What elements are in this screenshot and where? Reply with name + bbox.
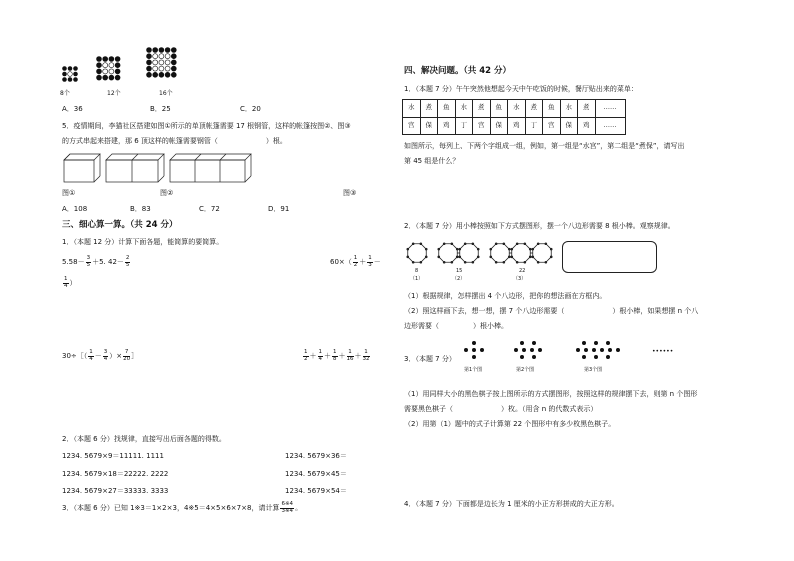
menu-cell: 丁	[455, 117, 473, 135]
octagon-joint	[511, 248, 513, 250]
octagon-joint	[407, 248, 409, 250]
q2-sub2-cont: 边形需要（ ）根小棒。	[404, 322, 508, 330]
black-dot	[165, 72, 170, 77]
black-dot	[165, 48, 170, 53]
octagon-joint	[425, 248, 427, 250]
black-dot	[147, 60, 152, 65]
menu-cell: ……	[595, 117, 625, 135]
octagon-joint	[550, 256, 552, 258]
black-dot	[97, 63, 102, 68]
octagon-joint	[412, 261, 414, 263]
drawing-answer-box[interactable]	[562, 241, 657, 273]
white-dot	[153, 66, 158, 71]
dots-more: ••••••	[652, 348, 674, 355]
dot-fig-label-3: 第3个图	[584, 367, 603, 373]
octagon-joint	[407, 256, 409, 258]
fig-label-1: 图①	[62, 189, 76, 197]
white-dot	[165, 60, 170, 65]
octagon-joint	[495, 243, 497, 245]
section4-title: 四、解决问题。（共 42 分）	[404, 66, 511, 76]
black-dot	[171, 66, 176, 71]
octagon-joint	[472, 243, 474, 245]
octagon-joint	[459, 248, 461, 250]
black-dot	[109, 57, 114, 62]
menu-cell: 鱼	[438, 100, 456, 118]
q3-sub1-cont: 需要黑色棋子（ ）枚。（用含 n 的代数式表示）	[404, 405, 598, 413]
menu-cell: 水	[455, 100, 473, 118]
octagon-joint	[503, 243, 505, 245]
octagon	[491, 244, 509, 262]
white-dot	[103, 69, 108, 74]
octagon-joint	[495, 261, 497, 263]
white-dot	[109, 69, 114, 74]
q3-sub2: （2）用第（1）题中的式子计算第 22 个图形中有多少枚黑色棋子。	[404, 420, 616, 428]
square-label-3: 16个	[159, 90, 173, 97]
octagon-joint	[532, 248, 534, 250]
menu-cell: 保	[490, 117, 508, 135]
q5-option-b: B．83	[130, 205, 151, 213]
q5-option-a: A．108	[62, 205, 88, 213]
q2-left-3: 1234. 5679×27＝33333. 3333	[62, 487, 169, 495]
octagon-joint	[516, 261, 518, 263]
white-dot	[153, 60, 158, 65]
octagon-joint	[537, 261, 539, 263]
expr4: $\frac{1}{2}$ ＋ $\frac{1}{4}$ ＋ $\frac{1}{8}$ ＋ $\frac{1}{16}$ ＋ $\frac{1}{32}$	[304, 349, 370, 362]
octagon	[460, 244, 478, 262]
octagon-joint	[537, 243, 539, 245]
octagon-joint	[516, 243, 518, 245]
octagon-joint	[508, 248, 510, 250]
octagon-joint	[420, 261, 422, 263]
q2-left-1: 1234. 5679×9＝11111. 1111	[62, 452, 164, 460]
octagon-joint	[529, 248, 531, 250]
q4-option-c: C．20	[240, 105, 261, 113]
calc-q1-text: 1．（本题 12 分）计算下面各题，能简算的要简算。	[62, 238, 224, 246]
expr2-wrap: $\frac{1}{4}$ ）	[64, 276, 77, 289]
octagon-joint	[477, 256, 479, 258]
octagon-joint	[545, 243, 547, 245]
octagon	[533, 244, 551, 262]
octagon-joint	[456, 256, 458, 258]
solve-q1-text: 1．（本题 7 分）午午突然他想起今天中午吃饭的时候，餐厅贴出来的菜单：	[404, 85, 638, 93]
menu-cell: 保	[420, 117, 438, 135]
menu-row-1	[403, 100, 626, 118]
dot-fig-label-2: 第2个图	[516, 367, 535, 373]
black-dot	[171, 48, 176, 53]
octagon-joint	[524, 243, 526, 245]
dot-pattern-figures	[458, 340, 648, 362]
fig-label-2: 图②	[160, 189, 174, 197]
menu-cell: 水	[560, 100, 578, 118]
octagon-joint	[459, 256, 461, 258]
dot-squares-figure	[58, 46, 188, 96]
q1-line2: 如图所示，每列上、下两个字组成一组，例如，第一组是“水宫”，第二组是“煮保”，请写出	[404, 142, 685, 150]
oct-idx-3: （3）	[513, 276, 527, 282]
menu-cell: 保	[560, 117, 578, 135]
black-dot	[115, 69, 120, 74]
black-dot	[147, 48, 152, 53]
octagon-joint	[503, 261, 505, 263]
octagon-joint	[490, 256, 492, 258]
q1-line3: 第 45 组是什么？	[404, 157, 460, 165]
black-dot	[115, 57, 120, 62]
solve-q3-num: 3．（本题 7 分）	[404, 355, 456, 363]
expr1: 5.58－ $\frac{3}{5}$ ＋5. 42－ $\frac{2}{5}$	[62, 255, 130, 268]
white-dot	[159, 60, 164, 65]
q2-right-3: 1234. 5679×54＝	[285, 487, 347, 495]
black-dot	[97, 57, 102, 62]
calc-q2-text: 2．（本题 6 分）找规律，直接写出后面各题的得数。	[62, 435, 226, 443]
octagon-joint	[532, 256, 534, 258]
black-dot	[147, 66, 152, 71]
q2-right-2: 1234. 5679×45＝	[285, 470, 347, 478]
black-dot	[109, 75, 114, 80]
q5-line1: 5．疫情期间，李猫社区搭建如图①所示的单顶帐篷需要 17 根钢管，这样的帐篷按图②、图③	[62, 122, 351, 130]
black-dot	[115, 75, 120, 80]
q2-sub1: （1）根据规律，怎样摆出 4 个八边形，把你的想法画在方框内。	[404, 292, 607, 300]
menu-cell: 煮	[420, 100, 438, 118]
tent-figures	[62, 152, 262, 186]
menu-cell: ……	[595, 100, 625, 118]
menu-table	[402, 99, 626, 135]
octagon-joint	[490, 248, 492, 250]
octagon	[439, 244, 457, 262]
oct-idx-2: （2）	[452, 276, 466, 282]
octagon-joint	[511, 256, 513, 258]
menu-cell: 宫	[403, 117, 421, 135]
oct-count-2: 15	[456, 268, 463, 274]
solve-q2-text: 2．（本题 7 分）用小棒按照如下方式摆图形，摆一个八边形需要 8 根小棒。观察规律。	[404, 222, 675, 230]
white-dot	[165, 66, 170, 71]
menu-cell: 水	[403, 100, 421, 118]
black-dot	[147, 54, 152, 59]
octagon-joint	[524, 261, 526, 263]
menu-row-2	[403, 117, 626, 135]
q2-sub2: （2）照这样画下去，想一想，摆 7 个八边形需要（ ）根小棒，如果想摆 n 个八	[404, 307, 699, 315]
expr3: 30÷［（ $\frac{1}{4}$ － $\frac{3}{4}$ ）× $\frac{7}{20}$ ］	[62, 349, 139, 362]
menu-cell: 煮	[578, 100, 596, 118]
white-dot	[159, 66, 164, 71]
white-dot	[159, 54, 164, 59]
octagon-joint	[443, 243, 445, 245]
menu-cell: 鱼	[543, 100, 561, 118]
oct-idx-1: （1）	[410, 276, 424, 282]
octagon-joint	[438, 248, 440, 250]
black-dot	[153, 48, 158, 53]
expr2: 60×（ $\frac{1}{2}$ ＋ $\frac{1}{3}$ －	[330, 255, 381, 268]
white-dot	[153, 54, 158, 59]
calc-q3: 3．（本题 6 分）已知 1※3＝1×2×3，4※5＝4×5×6×7×8，请计算 $\frac{6※4}{3※4}$ 。	[62, 501, 303, 514]
octagon	[512, 244, 530, 262]
octagon-joint	[472, 261, 474, 263]
menu-cell: 煮	[473, 100, 491, 118]
q2-right-1: 1234. 5679×36＝	[285, 452, 347, 460]
octagon-joint	[464, 261, 466, 263]
black-dot	[171, 60, 176, 65]
octagon-joint	[412, 243, 414, 245]
octagon-joint	[451, 243, 453, 245]
black-dot	[171, 72, 176, 77]
black-dot	[159, 72, 164, 77]
black-dot	[97, 69, 102, 74]
black-dot	[153, 72, 158, 77]
q4-option-b: B．25	[150, 105, 171, 113]
octagon-joint	[420, 243, 422, 245]
menu-cell: 丁	[525, 117, 543, 135]
octagon-joint	[456, 248, 458, 250]
white-dot	[165, 54, 170, 59]
octagon-joint	[438, 256, 440, 258]
octagon-joint	[545, 261, 547, 263]
menu-cell: 宫	[543, 117, 561, 135]
octagon-joint	[443, 261, 445, 263]
oct-count-1: 8	[415, 268, 419, 274]
q2-left-2: 1234. 5679×18＝22222. 2222	[62, 470, 169, 478]
octagon-joint	[464, 243, 466, 245]
menu-cell: 鸡	[438, 117, 456, 135]
menu-cell: 水	[508, 100, 526, 118]
section3-title: 三、细心算一算。（共 24 分）	[62, 220, 178, 230]
square-label-2: 12个	[107, 90, 121, 97]
dot-fig-label-1: 第1个图	[464, 367, 483, 373]
octagon	[408, 244, 426, 262]
black-dot	[147, 72, 152, 77]
q3-sub1: （1）用同样大小的黑色棋子按上图所示的方式摆图形，按照这样的规律摆下去，则第 n 个图形	[404, 390, 698, 398]
square-label-1: 8个	[60, 90, 70, 97]
octagon-joint	[451, 261, 453, 263]
menu-cell: 煮	[525, 100, 543, 118]
q5-option-c: C．72	[199, 205, 220, 213]
black-dot	[159, 48, 164, 53]
black-dot	[103, 57, 108, 62]
solve-q4-text: 4．（本题 7 分）下面都是边长为 1 厘米的小正方形拼成的大正方形。	[404, 500, 619, 508]
octagon-joint	[425, 256, 427, 258]
white-dot	[103, 63, 108, 68]
octagon-joint	[529, 256, 531, 258]
white-dot	[109, 63, 114, 68]
black-dot	[103, 75, 108, 80]
q5-line2: 的方式串起来搭建，那 6 顶这样的帐篷需要钢管（ ）根。	[62, 137, 287, 145]
menu-cell: 宫	[473, 117, 491, 135]
octagon-figures	[403, 238, 558, 270]
menu-cell: 鸡	[508, 117, 526, 135]
black-dot	[171, 54, 176, 59]
octagon-joint	[550, 248, 552, 250]
q5-option-d: D．91	[268, 205, 290, 213]
octagon-joint	[508, 256, 510, 258]
menu-cell: 鱼	[490, 100, 508, 118]
q4-option-a: A．36	[62, 105, 83, 113]
fig-label-3: 图③	[343, 189, 357, 197]
black-dot	[97, 75, 102, 80]
octagon-joint	[477, 248, 479, 250]
black-dot	[115, 63, 120, 68]
oct-count-3: 22	[519, 268, 526, 274]
menu-cell: 鸡	[578, 117, 596, 135]
